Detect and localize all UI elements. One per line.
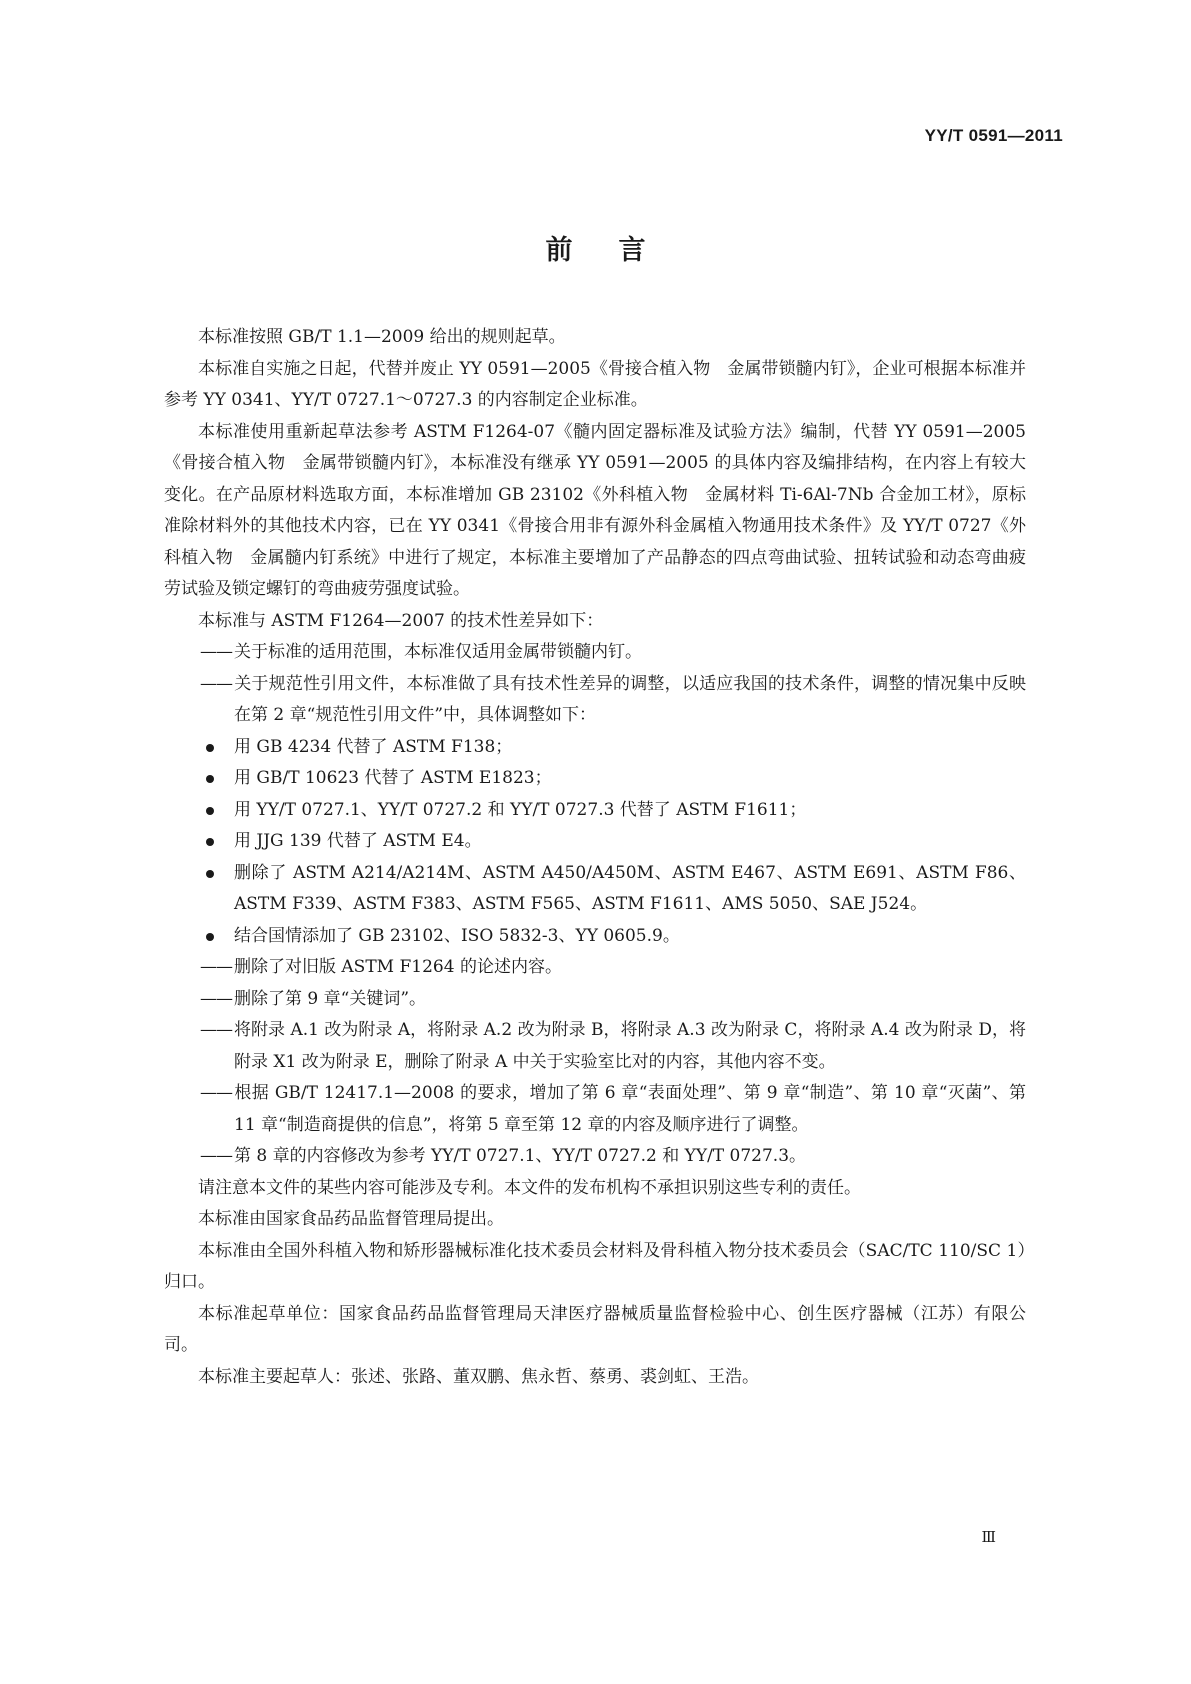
dash-mark: —— bbox=[200, 988, 232, 1009]
bullet-text: 删除了 ASTM A214/A214M、ASTM A450/A450M、ASTM E467、ASTM E691、ASTM F86、ASTM F339、ASTM F383、ASTM F565、ASTM F1611、AMS 5050、SAE J524。 bbox=[234, 862, 1026, 914]
paragraph-replacement: 本标准自实施之日起，代替并废止 YY 0591—2005《骨接合植入物 金属带锁髓内钉》，企业可根据本标准并参考 YY 0341、YY/T 0727.1～0727.3 的内容制定企业标准。 bbox=[164, 358, 1026, 410]
difference-item bbox=[164, 952, 1026, 984]
page-title: 前言 bbox=[545, 235, 692, 266]
paragraph-proposed-by: 本标准由国家食品药品监督管理局提出。 bbox=[198, 1209, 504, 1229]
paragraph-under-jurisdiction: 本标准由全国外科植入物和矫形器械标准化技术委员会材料及骨科植入物分技术委员会（SAC/TC 110/SC 1）归口。 bbox=[164, 1240, 1026, 1292]
dash-mark: —— bbox=[200, 1083, 232, 1103]
difference-text: 将附录 A.1 改为附录 A，将附录 A.2 改为附录 B，将附录 A.3 改为附录 C，将附录 A.4 改为附录 D，将附录 X1 改为附录 E，删除了附录 A 中关于实验室比对的内容，其他内容不变。 bbox=[234, 1020, 1026, 1072]
bullet-text: 用 GB/T 10623 代替了 ASTM E1823； bbox=[234, 768, 552, 788]
dash-mark: —— bbox=[200, 673, 232, 694]
bullet-dot bbox=[206, 775, 214, 783]
page-number: Ⅲ bbox=[981, 1528, 996, 1546]
document-code: YY/T 0591—2011 bbox=[924, 126, 1063, 145]
bullet-text: 用 YY/T 0727.1、YY/T 0727.2 和 YY/T 0727.3 代替了 ASTM F1611； bbox=[234, 799, 807, 820]
difference-text: 删除了第 9 章“关键词”。 bbox=[234, 988, 427, 1009]
paragraph-method: 本标准使用重新起草法参考 ASTM F1264-07《髓内固定器标准及试验方法》编制，代替 YY 0591—2005《骨接合植入物 金属带锁髓内钉》，本标准没有继承 YY 0591—2005 的具体内容及编排结构，在内容上有较大变化。在产品原材料选取方面，本标准增加 GB 23102《外科植入物 金属材料 Ti-6Al-7Nb 合金加工材》，原标准除材料外的其他技术内容，已在 YY 0341《骨接合用非有源外科金属植入物通用技术条件》及 YY/T 0727《外科植入物 金属髓内钉系统》中进行了规定，本标准主要增加了产品静态的四点弯曲试验、扭转试验和动态弯曲疲劳试验及锁定螺钉的弯曲疲劳强度试验。 bbox=[164, 421, 1026, 599]
bullet-dot bbox=[206, 870, 214, 878]
bullet-text: 用 GB 4234 代替了 ASTM F138； bbox=[234, 736, 513, 757]
bullet-dot bbox=[206, 838, 214, 846]
bullet-item bbox=[164, 921, 1026, 953]
difference-item bbox=[164, 637, 1026, 669]
difference-text: 删除了对旧版 ASTM F1264 的论述内容。 bbox=[234, 957, 562, 977]
paragraph-differences-intro: 本标准与 ASTM F1264—2007 的技术性差异如下： bbox=[198, 610, 604, 631]
paragraph-drafters: 本标准主要起草人：张述、张路、董双鹏、焦永哲、蔡勇、裘剑虹、王浩。 bbox=[198, 1366, 759, 1387]
difference-item bbox=[164, 669, 1026, 732]
bullet-text: 用 JJG 139 代替了 ASTM E4。 bbox=[234, 831, 482, 851]
bullet-item bbox=[164, 795, 1026, 827]
bullet-item bbox=[164, 763, 1026, 795]
bullet-item bbox=[164, 826, 1026, 858]
difference-item bbox=[164, 1141, 1026, 1173]
difference-text: 关于标准的适用范围，本标准仅适用金属带锁髓内钉。 bbox=[234, 642, 642, 662]
dash-mark: —— bbox=[200, 642, 232, 662]
bullet-text: 结合国情添加了 GB 23102、ISO 5832-3、YY 0605.9。 bbox=[234, 925, 680, 946]
difference-text: 关于规范性引用文件，本标准做了具有技术性差异的调整，以适应我国的技术条件，调整的情况集中反映在第 2 章“规范性引用文件”中，具体调整如下： bbox=[234, 673, 1026, 725]
paragraph-drafting-organizations: 本标准起草单位：国家食品药品监督管理局天津医疗器械质量监督检验中心、创生医疗器械（江苏）有限公司。 bbox=[164, 1303, 1026, 1355]
difference-item bbox=[164, 984, 1026, 1016]
dash-mark: —— bbox=[200, 1020, 232, 1040]
difference-item bbox=[164, 1078, 1026, 1141]
bullet-item bbox=[164, 858, 1026, 921]
difference-item bbox=[164, 1015, 1026, 1078]
bullet-dot bbox=[206, 807, 214, 815]
bullet-item bbox=[164, 732, 1026, 764]
document-body bbox=[164, 322, 1026, 1393]
paragraph-drafting-rules: 本标准按照 GB/T 1.1—2009 给出的规则起草。 bbox=[198, 327, 566, 347]
difference-text: 第 8 章的内容修改为参考 YY/T 0727.1、YY/T 0727.2 和 YY/T 0727.3。 bbox=[234, 1146, 807, 1166]
paragraph-patent-notice: 请注意本文件的某些内容可能涉及专利。本文件的发布机构不承担识别这些专利的责任。 bbox=[198, 1177, 861, 1198]
dash-mark: —— bbox=[200, 957, 232, 977]
bullet-dot bbox=[206, 744, 214, 752]
difference-text: 根据 GB/T 12417.1—2008 的要求，增加了第 6 章“表面处理”、第 9 章“制造”、第 10 章“灭菌”、第 11 章“制造商提供的信息”，将第 5 章至第 12 章的内容及顺序进行了调整。 bbox=[234, 1083, 1026, 1135]
bullet-dot bbox=[206, 933, 214, 941]
dash-mark: —— bbox=[200, 1146, 232, 1166]
